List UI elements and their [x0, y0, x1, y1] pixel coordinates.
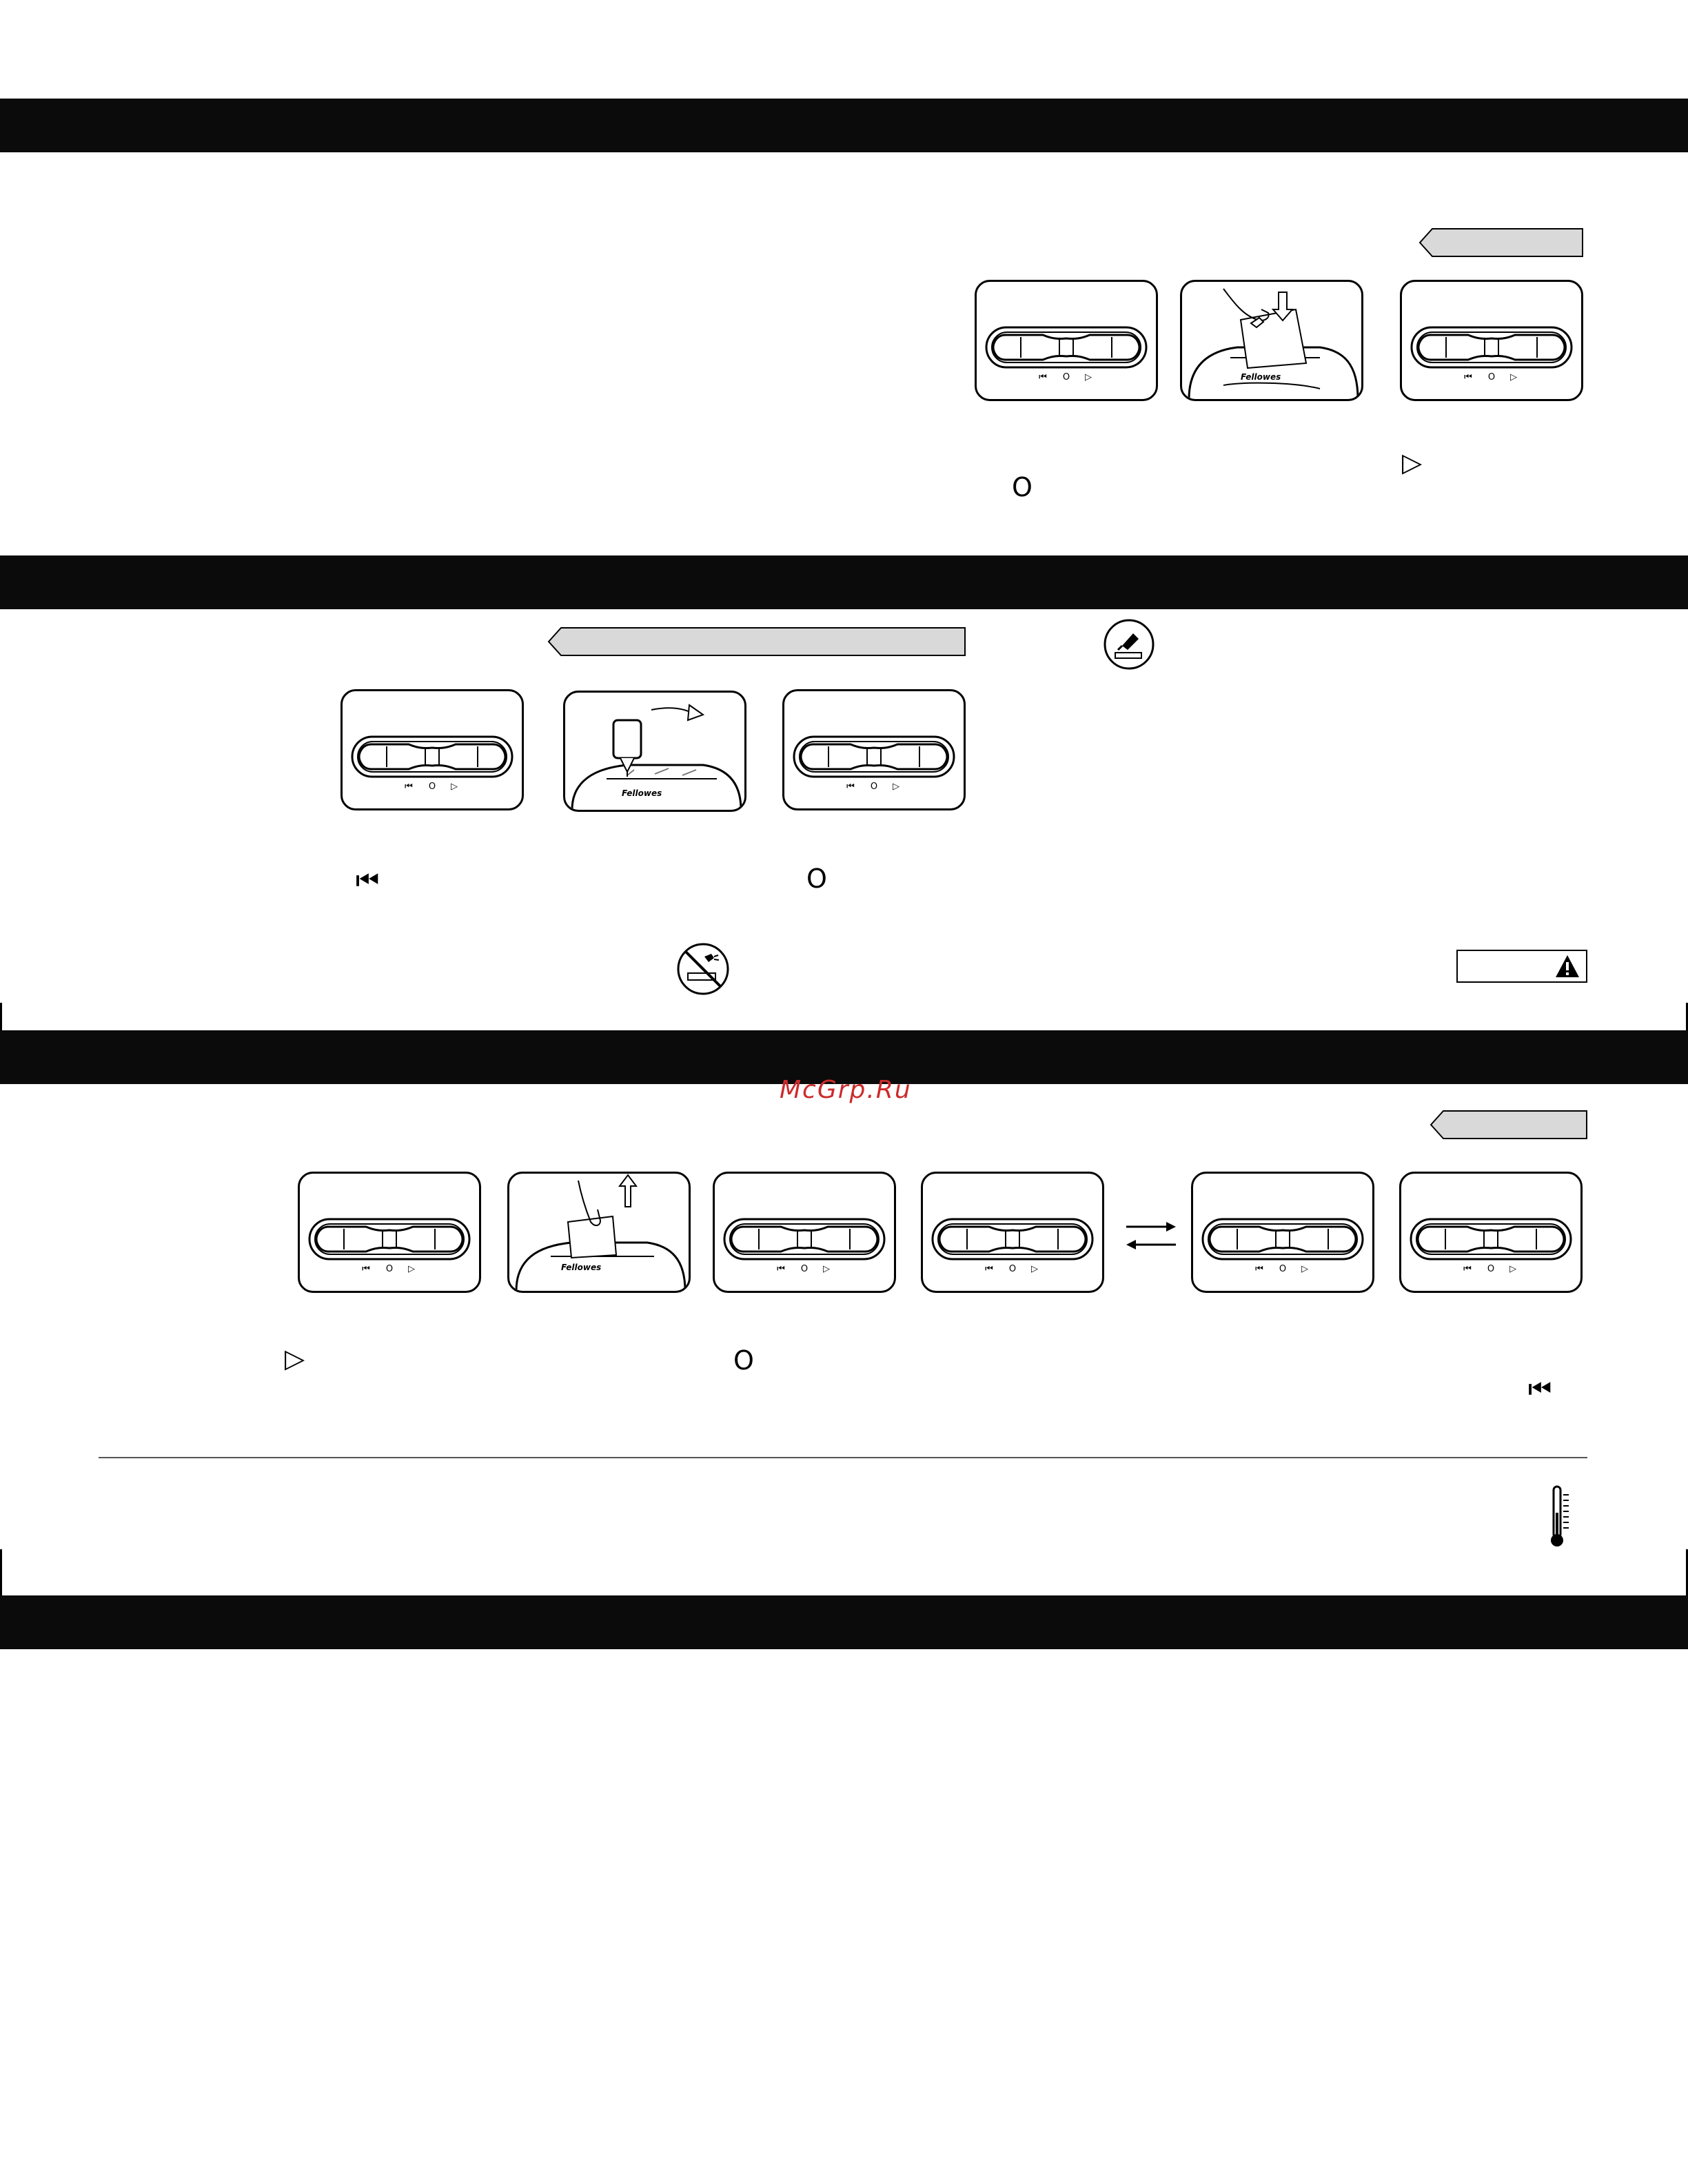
- off-symbol: O: [733, 1345, 754, 1376]
- switch-panel: [1400, 280, 1583, 401]
- switch-position-label: ▷: [451, 782, 458, 792]
- switch-panel: [340, 689, 524, 810]
- thermometer-icon: [1548, 1485, 1576, 1549]
- switch-position-label: ⏮: [1039, 372, 1047, 382]
- forward-symbol: ▷: [1402, 447, 1423, 478]
- switch-position-label: O: [1062, 372, 1070, 382]
- oiling-illustration: [563, 691, 746, 812]
- switch-panel: [1399, 1172, 1583, 1293]
- switch-position-label: ⏮: [777, 1264, 785, 1274]
- switch-position-label: ▷: [1510, 372, 1517, 382]
- section-band-1: [0, 99, 1688, 152]
- switch-position-label: O: [1279, 1264, 1287, 1274]
- switch-position-label: ⏮: [985, 1264, 993, 1274]
- alternate-arrows-icon: [1123, 1218, 1179, 1253]
- switch-position-label: ⏮: [1463, 1264, 1472, 1274]
- switch-position-label: O: [1487, 1264, 1495, 1274]
- brand-logo: Fellowes: [622, 788, 662, 798]
- switch-panel: [1191, 1172, 1374, 1293]
- warning-triangle-icon: [1554, 954, 1580, 979]
- switch-panel: [713, 1172, 896, 1293]
- no-aerosol-icon: [675, 941, 731, 997]
- switch-position-label: O: [870, 782, 878, 792]
- off-symbol: O: [1012, 472, 1033, 502]
- switch-position-label: ⏮: [846, 782, 855, 792]
- switch-position-label: O: [1008, 1264, 1017, 1274]
- switch-panel: [298, 1172, 481, 1293]
- rocker-switch-graphic: [1402, 282, 1581, 399]
- switch-position-label: ▷: [893, 782, 899, 792]
- watermark: McGrp.Ru: [780, 1076, 912, 1104]
- reverse-symbol: ⏮: [1528, 1374, 1552, 1404]
- switch-position-label: O: [428, 782, 436, 792]
- rocker-switch-graphic: [300, 1174, 479, 1291]
- switch-position-label: ▷: [1085, 372, 1092, 382]
- left-border-1: [0, 1003, 2, 1030]
- switch-position-label: ▷: [823, 1264, 830, 1274]
- switch-position-label: ▷: [408, 1264, 415, 1274]
- switch-position-label: O: [800, 1264, 809, 1274]
- rocker-switch-graphic: [923, 1174, 1102, 1291]
- rocker-switch-graphic: [343, 691, 522, 808]
- warning-label: [1456, 950, 1587, 983]
- rocker-switch-graphic: [977, 282, 1156, 399]
- reverse-symbol: ⏮: [356, 865, 380, 895]
- switch-panel: [782, 689, 966, 810]
- switch-position-label: O: [385, 1264, 394, 1274]
- oil-bottle-icon: [1103, 618, 1155, 671]
- switch-position-label: ▷: [1509, 1264, 1516, 1274]
- switch-position-label: ⏮: [1255, 1264, 1263, 1274]
- off-symbol: O: [806, 864, 827, 894]
- step-tag-2: [547, 626, 966, 657]
- forward-symbol: ▷: [285, 1343, 305, 1374]
- rocker-switch-graphic: [1193, 1174, 1372, 1291]
- brand-logo: Fellowes: [1241, 372, 1281, 382]
- switch-panel: [975, 280, 1158, 401]
- shredder-feed-illustration: [1180, 280, 1363, 401]
- step-tag-3: [1430, 1110, 1588, 1140]
- switch-position-label: ▷: [1301, 1264, 1308, 1274]
- switch-position-label: ⏮: [1464, 372, 1472, 382]
- switch-position-label: ⏮: [362, 1264, 370, 1274]
- divider-line: [99, 1457, 1587, 1458]
- rocker-switch-graphic: [1401, 1174, 1580, 1291]
- switch-position-label: ⏮: [405, 782, 413, 792]
- paper-removal-illustration: [507, 1172, 691, 1293]
- section-band-4: [0, 1595, 1688, 1649]
- rocker-switch-graphic: [784, 691, 964, 808]
- step-tag-1: [1418, 227, 1584, 258]
- section-band-2: [0, 555, 1688, 609]
- switch-panel: [921, 1172, 1104, 1293]
- rocker-switch-graphic: [715, 1174, 894, 1291]
- brand-logo: Fellowes: [561, 1263, 602, 1272]
- left-border-2: [0, 1549, 2, 1595]
- switch-position-label: ▷: [1031, 1264, 1038, 1274]
- switch-position-label: O: [1487, 372, 1496, 382]
